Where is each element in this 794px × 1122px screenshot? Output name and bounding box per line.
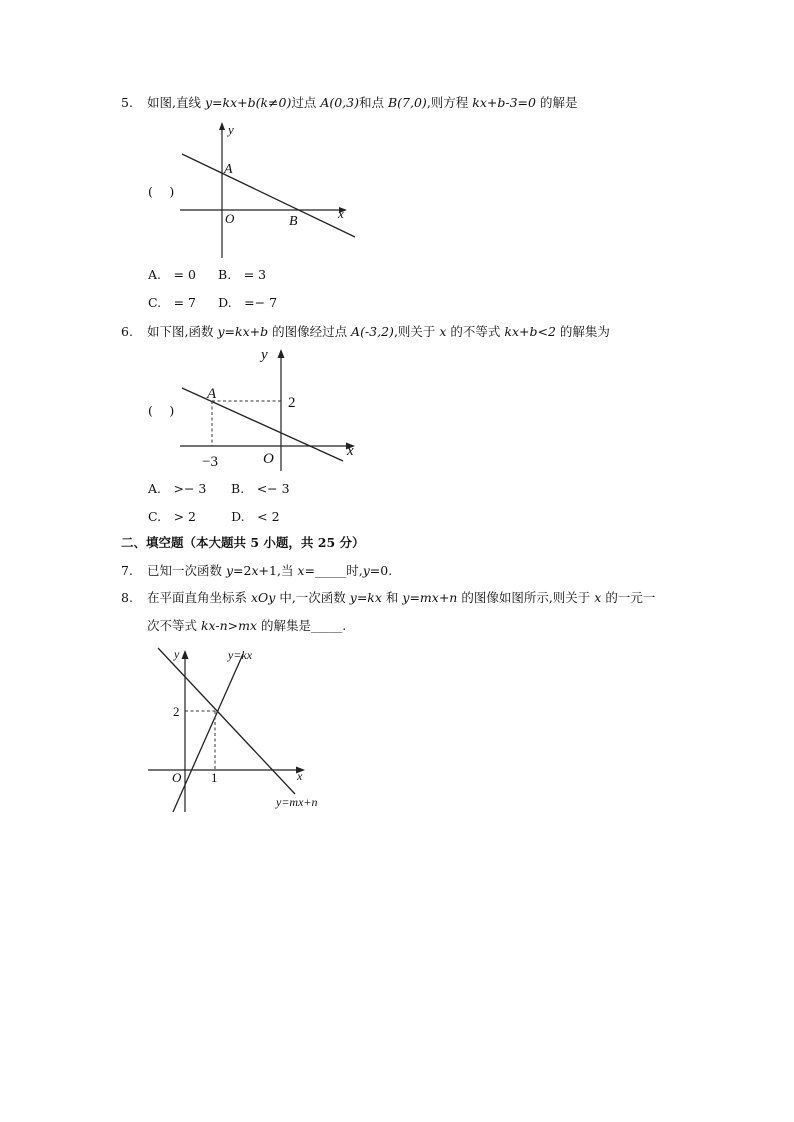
q8-y-label: y (174, 647, 180, 661)
q8-x-label: x (297, 769, 303, 783)
q5-options-row2: C. = 7 D. =− 7 (148, 295, 278, 310)
q8-stem-line1: 8. 在平面直角坐标系 xOy 中,一次函数 y=kx 和 y=mx+n 的图像如图所示,则关于 x 的一元一 (121, 590, 656, 605)
q7-blank[interactable]: _____ (314, 563, 347, 578)
q5-stem: 5. 如图,直线 y=kx+b(k≠0)过点 A(0,3)和点 B(7,0),则方程 kx+b-3=0 的解是 (121, 95, 578, 110)
q8-number: 8. (121, 590, 133, 605)
q6-stem: 6. 如下图,函数 y=kx+b 的图像经过点 A(-3,2),则关于 x 的不等式 kx+b<2 的解集为 (121, 324, 610, 339)
q5-y-arrow (219, 122, 225, 130)
q5-x-label: x (338, 206, 344, 221)
q6-tick-x-label: −3 (202, 454, 218, 470)
q8-line1-label: y=kx (228, 648, 253, 662)
q8-tick-x-label: 1 (211, 770, 218, 785)
q6-point-a-label: A (207, 386, 217, 402)
q7-stem: 7. 已知一次函数 y=2x+1,当 x=_____时,y=0. (121, 563, 393, 578)
q5-number: 5. (121, 95, 133, 110)
q5-point-b-label: B (289, 214, 298, 229)
q5-options-row1: A. = 0 B. = 3 (148, 267, 267, 282)
q5-figure (175, 118, 375, 268)
q6-figure (175, 345, 375, 475)
q6-options-row1: A. >− 3 B. <− 3 (148, 481, 290, 496)
q5-origin-label: O (225, 211, 235, 226)
q6-y-label: y (261, 347, 268, 363)
q5-line-ab (182, 154, 355, 237)
q6-number: 6. (121, 324, 133, 339)
q8-line-kx (173, 654, 243, 812)
q8-line2-label: y=mx+n (276, 795, 318, 809)
q6-x-label: x (347, 443, 354, 459)
q6-options-row2: C. > 2 D. < 2 (148, 509, 280, 524)
q8-figure (145, 642, 345, 817)
q6-answer-paren: ( ) (148, 403, 175, 418)
section2-heading: 二、填空题（本大题共 5 小题，共 25 分） (121, 535, 365, 550)
q5-answer-paren: ( ) (148, 184, 175, 199)
q6-tick-y-label: 2 (288, 395, 296, 411)
q6-origin-label: O (263, 451, 274, 467)
q5-y-label: y (228, 122, 234, 137)
q8-stem-line2: 次不等式 kx-n>mx 的解集是_____. (147, 618, 347, 633)
q7-number: 7. (121, 563, 133, 578)
q8-blank[interactable]: _____ (311, 618, 343, 633)
q8-tick-y-label: 2 (173, 704, 180, 719)
q8-y-arrow (182, 650, 189, 659)
q8-origin-label: O (172, 770, 182, 785)
q5-point-a-label: A (224, 162, 233, 177)
q6-y-arrow (278, 349, 285, 358)
